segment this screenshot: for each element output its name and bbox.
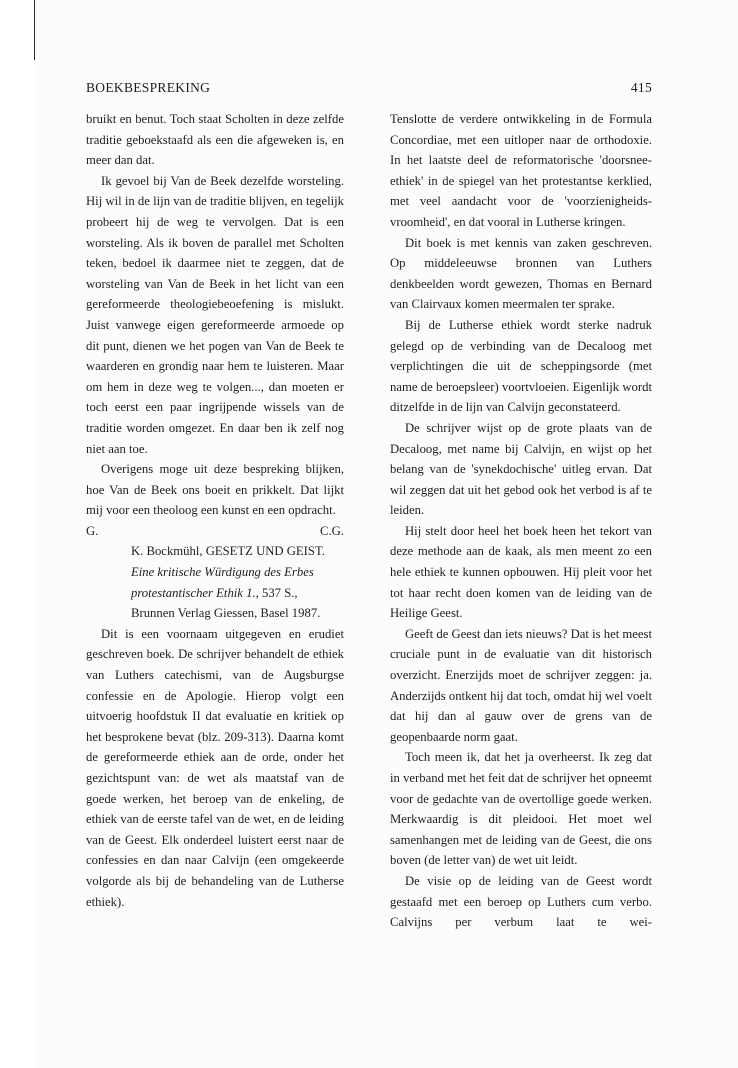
right-column <box>390 109 652 933</box>
right-paragraph-8: De visie op de leiding van de Geest wordt gestaafd met een beroep op Luthers cum verbo. Calvijns per verbum laat te wei- <box>390 873 652 930</box>
right-paragraph-5: Hij stelt door heel het boek heen het tekort van deze methode aan de kaak, als men meent zo een hele ethiek te kunnen opbouwen. Hij pleit voor het tot haar recht doen komen van de leiding van de Heilige Geest. <box>390 523 652 621</box>
section-title: BOEKBESPREKING <box>86 80 211 95</box>
signoff-right: C.G. <box>320 523 344 538</box>
left-paragraph-1: bruikt en benut. Toch staat Scholten in deze zelfde traditie geboekstaafd als een die afgeweken is, en meer dan dat. <box>86 112 344 168</box>
right-paragraph-3: Bij de Lutherse ethiek wordt sterke nadruk gelegd op de verbinding van de Decaloog met verplichtingen die uit de scheppingsorde (met name de beroepsleer) voortvloeien. Eigenlijk wordt ditzelfde in de lijn van Calvijn geconstateerd. <box>390 317 652 415</box>
book-details: , 537 S., Brunnen Verlag Giessen, Basel 1987. <box>131 585 321 621</box>
right-paragraph-2: Dit boek is met kennis van zaken geschreven. Op middeleeuwse bronnen van Luthers denkbeelden wordt gewezen, Thomas en Bernard van Clairvaux komen meermalen ter sprake. <box>390 235 652 312</box>
left-column <box>86 109 344 912</box>
page-number: 415 <box>630 80 652 95</box>
book-author-title: K. Bockmühl, GESETZ UND GEIST. <box>131 544 325 559</box>
right-paragraph-7: Toch meen ik, dat het ja overheerst. Ik zeg dat in verband met het feit dat de schrijver het opneemt voor de gedachte van de overtollige goede werken. Merkwaardig is dit pleidooi. Het moet wel samenhangen met de leiding van de Geest, die ons boven (de letter van) de wet uit leidt. <box>390 750 652 868</box>
left-paragraph-3: Overigens moge uit deze bespreking blijken, hoe Van de Beek ons boeit en prikkelt. Dat lijkt mij voor een theoloog een kunst en een opdracht. <box>86 462 344 518</box>
signoff-left: G. <box>86 523 99 538</box>
signoff <box>86 521 344 542</box>
left-paragraph-4: Dit is een voornaam uitgegeven en erudiet geschreven boek. De schrijver behandelt de ethiek van Luthers catechismi, van de Augsburgse confessie en de Apologie. Hierop volgt een uitvoerig hoofdstuk II dat evaluatie en kritiek op het besprokene bevat (blz. 209-313). Daarna komt de gereformeerde ethiek aan de orde, onder het gezichtspunt van: de wet als maatstaf van de goede werken, het beroep van de enkeling, de ethiek van de eerste tafel van de wet, en de leiding van de Geest. Elk onderdeel luistert eerst naar de confessies en dan naar Calvijn (een omgekeerde volgorde als bij de behandeling van de Lutherse ethiek). <box>86 626 344 909</box>
left-paragraph-2: Ik gevoel bij Van de Beek dezelfde worsteling. Hij wil in de lijn van de traditie blijven, en tegelijk probeert hij de weg te vervolgen. Dat is een worsteling. Als ik boven de parallel met Scholten teken, bedoel ik daarmee niet te zeggen, dat de worsteling van Van de Beek in het licht van een gereformeerde theologiebeoefening is mislukt. Juist vanwege eigen gereformeerde armoede op dit punt, dienen we het pogen van Van de Beek te waarderen en grondig naar hem te luisteren. Maar om hem in deze weg te volgen..., dan moeten er toch eerst een paar ingrijpende wissels van de traditie worden omgezet. En daar ben ik zelf nog niet aan toe. <box>86 173 344 456</box>
right-paragraph-6: Geeft de Geest dan iets nieuws? Dat is het meest cruciale punt in de evaluatie van dit historisch overzicht. Enerzijds moet de schrijver zeggen: ja. Anderzijds ontkent hij dat toch, omdat hij wel voelt dat hij dan al gauw over de grens van de geopenbaarde norm gaat. <box>390 626 652 744</box>
book-reference <box>86 541 344 623</box>
right-paragraph-4: De schrijver wijst op de grote plaats van de Decaloog, met name bij Calvijn, en wijst op het belang van de 'synekdochische' uitleg ervan. Dat wil zeggen dat uit het gebod ook het verbod is af te leiden. <box>390 420 652 518</box>
book-subtitle: Eine kritische Würdigung des Erbes protestantischer Ethik 1. <box>131 565 314 600</box>
right-paragraph-1: Tenslotte de verdere ontwikkeling in de Formula Concordiae, met een uitloper naar de orthodoxie. In het laatste deel de reformatorische 'doorsnee-ethiek' in de spiegel van het protestantse kerklied, met veel aandacht voor de 'voorzienigheids-vroomheid', en dat vooral in Lutherse kringen. <box>390 112 652 229</box>
